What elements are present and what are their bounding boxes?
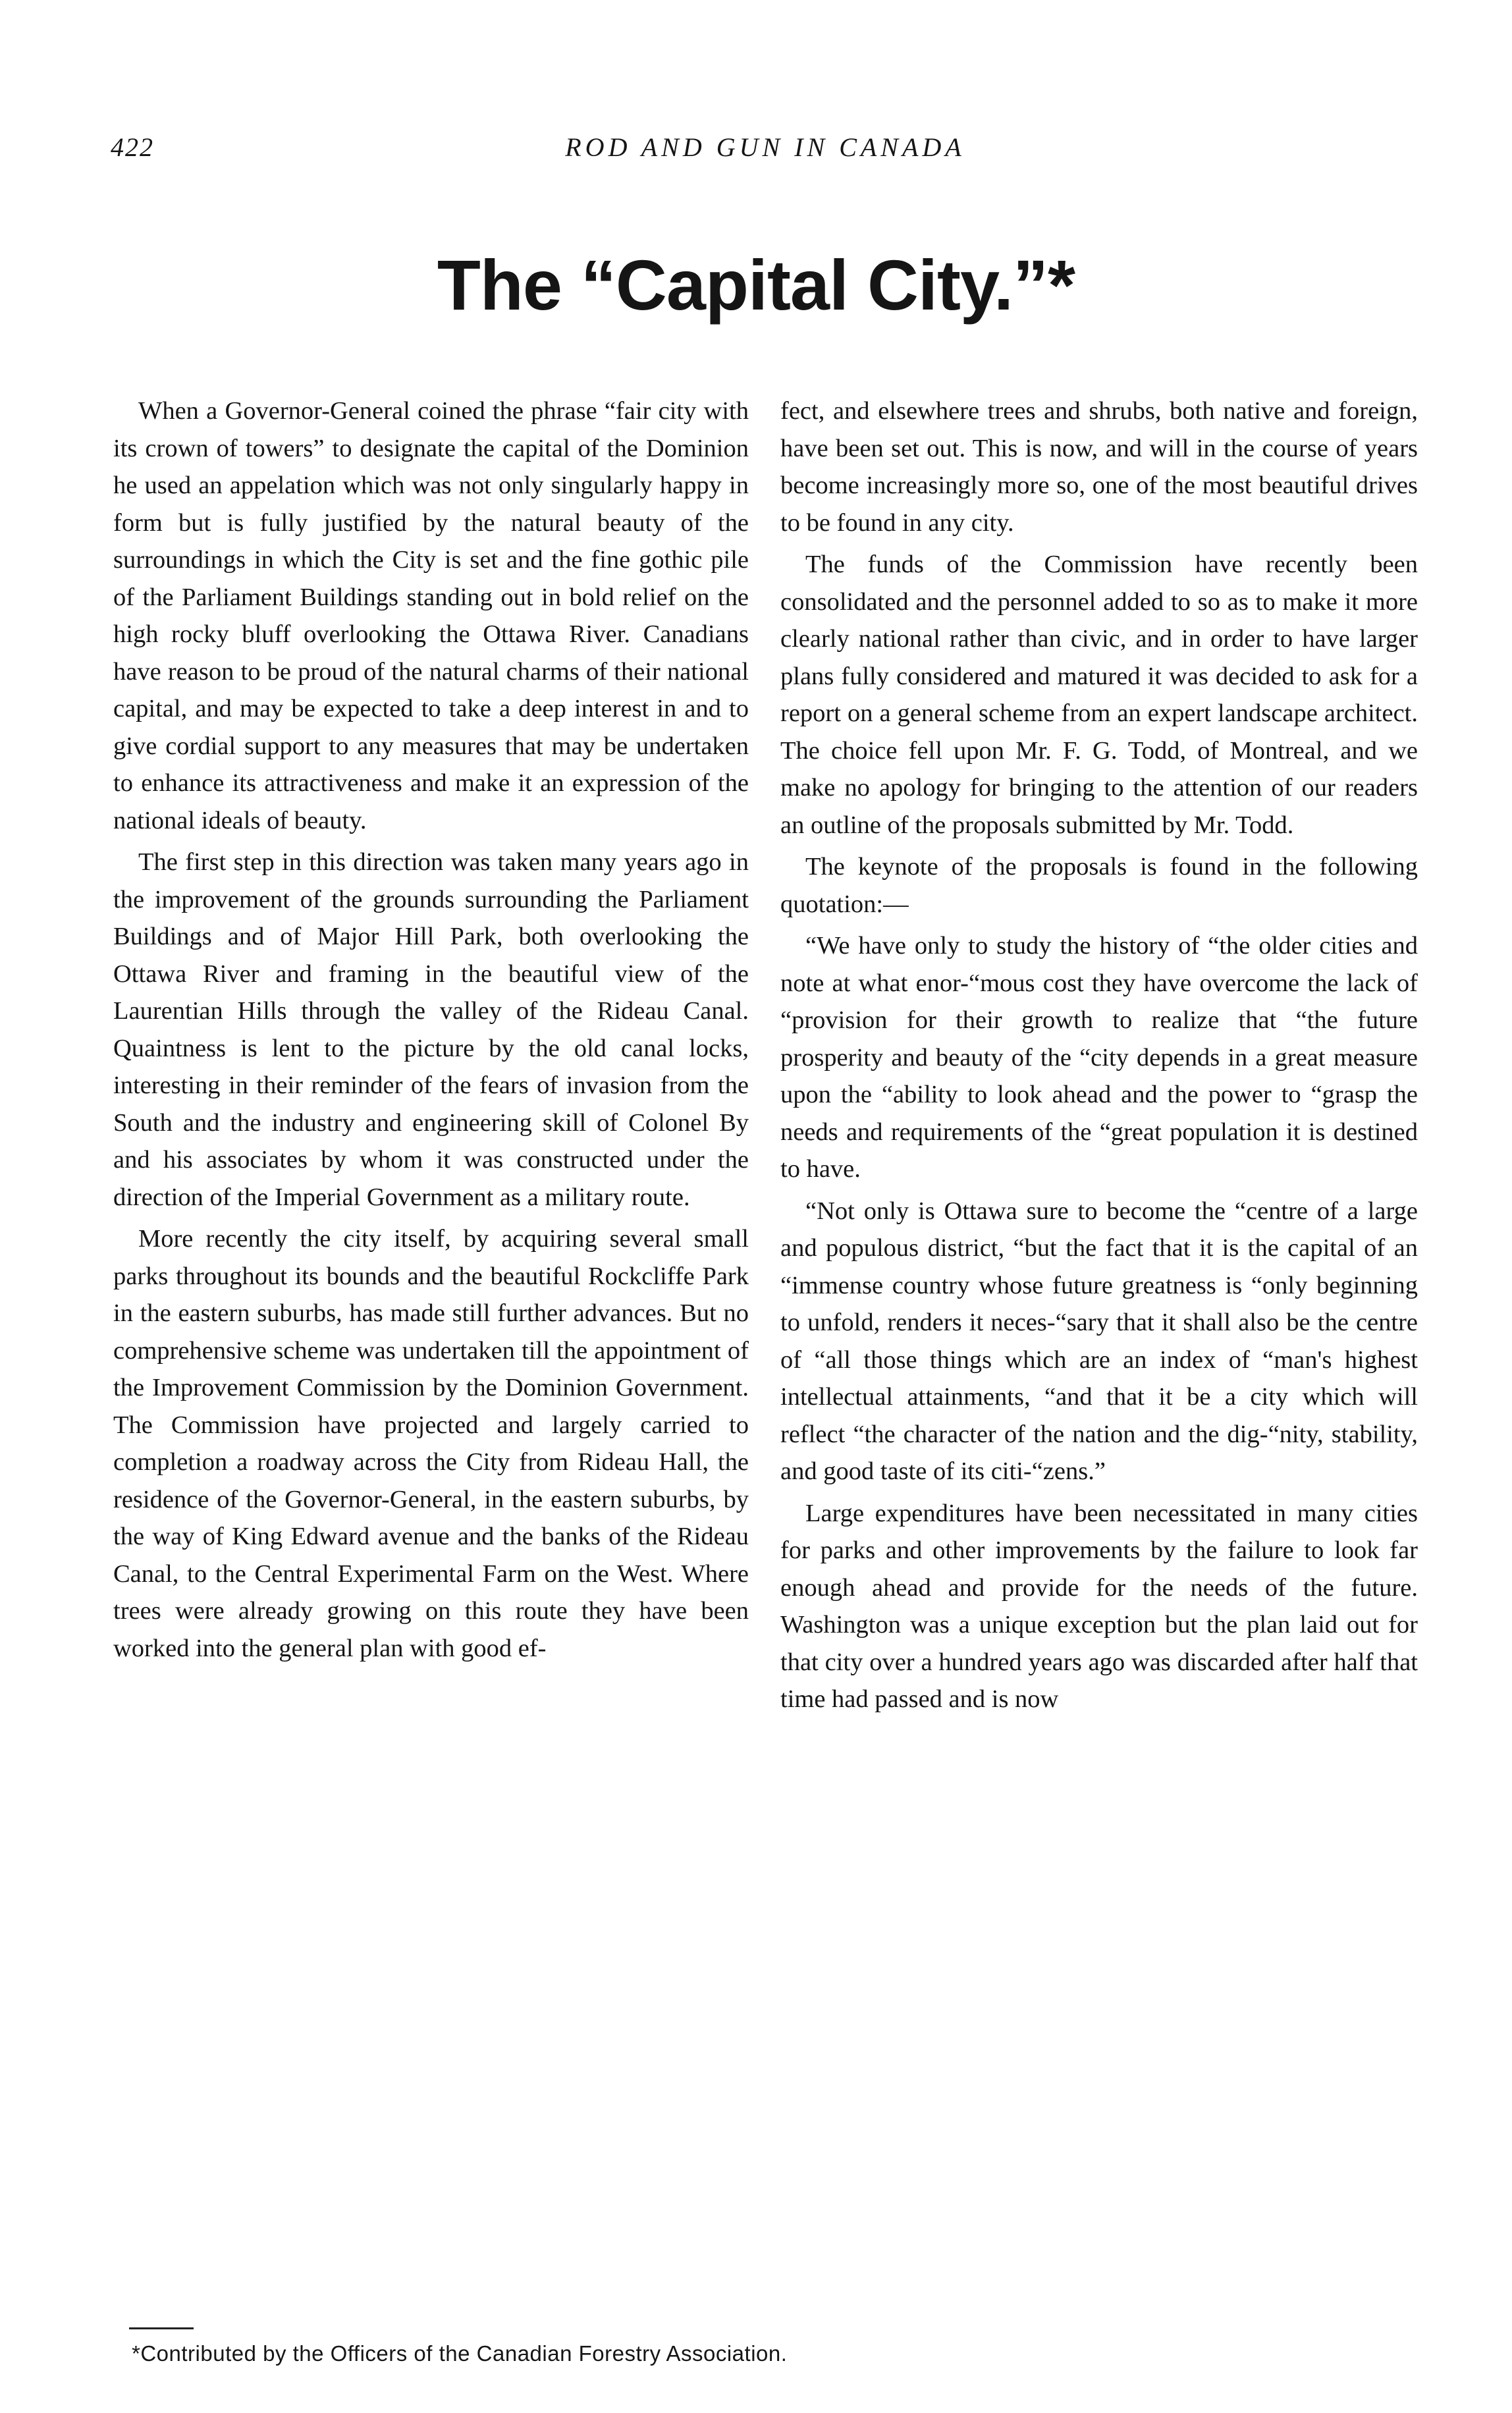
footnote: *Contributed by the Officers of the Canadian Forestry Association.: [132, 2341, 788, 2366]
journal-title: ROD AND GUN IN CANADA: [565, 132, 965, 162]
paragraph: The keynote of the proposals is found in the following quotation:—: [780, 853, 1418, 918]
paragraph: When a Governor-General coined the phrase “fair city with its crown of towers” to designate the capital of the Dominion he used an appelation which was not only singularly happy in form but is fully justified by the natural beauty of the surroundings in which the City is set and the fine gothic pile of the Parliament Buildings standing out in bold relief on the high rocky bluff overlooking the Ottawa River. Canadians have reason to be proud of the natural charms of their national capital, and may be expected to take a deep interest in and to give cordial support to any measures that may be undertaken to enhance its attractiveness and make it an expression of the national ideals of beauty.: [113, 397, 749, 834]
paragraph: Large expenditures have been necessitated in many cities for parks and other improvements by the failure to look far enough ahead and provide for the needs of the future. Washington was a unique exception but the plan laid out for that city over a hundred years ago was discarded after half that time had passed and is now: [780, 1499, 1418, 1713]
running-head: [111, 132, 1420, 171]
footnote-rule: [129, 2327, 194, 2329]
page-number: 422: [111, 132, 154, 162]
paragraph: The funds of the Commission have recently been consolidated and the personnel added to so as to make it more clearly national rather than civic, and in order to have larger plans fully considered and matured it was decided to ask for a report on a general scheme from an expert landscape architect. The choice fell upon Mr. F. G. Todd, of Montreal, and we make no apology for bringing to the attention of our readers an outline of the proposals submitted by Mr. Todd.: [780, 551, 1418, 839]
paragraph-continued: fect, and elsewhere trees and shrubs, both native and foreign, have been set out. This is now, and will in the course of years become increasingly more so, one of the most beautiful drives to be found in any city.: [780, 397, 1418, 537]
paragraph: More recently the city itself, by acquiring several small parks throughout its bounds and the beautiful Rockcliffe Park in the eastern suburbs, has made still further advances. But no comprehensive scheme was undertaken till the appointment of the Improvement Commission by the Dominion Government. The Commission have projected and largely carried to completion a roadway across the City from Rideau Hall, the residence of the Governor-General, in the eastern suburbs, by the way of King Edward avenue and the banks of the Rideau Canal, to the Central Experimental Farm on the West. Where trees were already growing on this route they have been worked into the general plan with good ef-: [113, 1225, 749, 1662]
right-column: [780, 393, 1418, 1723]
quotation-block: [780, 927, 1418, 1490]
paragraph: The first step in this direction was taken many years ago in the improvement of the grounds surrounding the Parliament Buildings and of Major Hill Park, both overlooking the Ottawa River and framing in the beautiful view of the Laurentian Hills through the valley of the Rideau Canal. Quaintness is lent to the picture by the old canal locks, interesting in their reminder of the fears of invasion from the South and the industry and engineering skill of Colonel By and his associates by whom it was constructed under the direction of the Imperial Government as a military route.: [113, 848, 749, 1211]
quotation-paragraph: “We have only to study the history of “the older cities and note at what enor-“mous cost they have overcome the lack of “provision for their growth to realize that “the future prosperity and beauty of the “city depends in a great measure upon the “ability to look ahead and the power to “grasp the needs and requirements of the “great population it is destined to have.: [780, 932, 1418, 1183]
article-title: The “Capital City.”*: [437, 245, 1075, 325]
left-column: [113, 393, 749, 1671]
quotation-paragraph: “Not only is Ottawa sure to become the “centre of a large and populous district, “but the fact that it is the capital of an “immense country whose future greatness is “only beginning to unfold, renders it neces-“sary that it shall also be the centre of “all those things which are an index of “man's highest intellectual attainments, “and that it be a city which will reflect “the character of the nation and the dig-“nity, stability, and good taste of its citi-“zens.”: [780, 1197, 1418, 1485]
